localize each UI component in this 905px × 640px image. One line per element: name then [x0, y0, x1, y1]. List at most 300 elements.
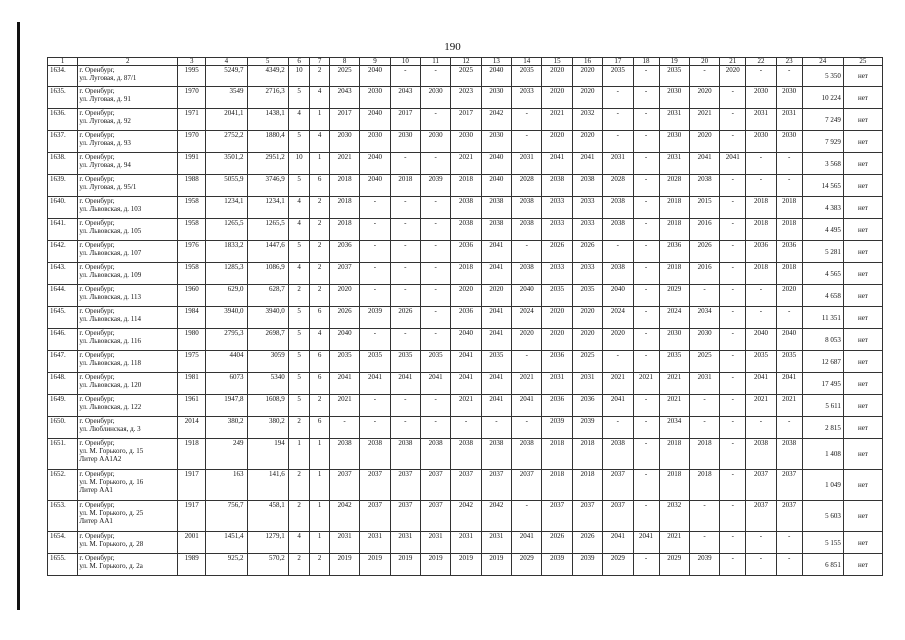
cell-col-7: 1 [310, 532, 330, 554]
cell-col-13: 2041 [481, 395, 511, 417]
address-line: г. Оренбург, [79, 197, 115, 205]
cell-col-10: - [390, 153, 420, 175]
cell-col-22: 2041 [746, 373, 776, 395]
cell-col-24: 4 495 [802, 219, 843, 241]
address-line: г. Оренбург, [79, 109, 115, 117]
cell-col-23: 2040 [776, 329, 802, 351]
address-line: г. Оренбург, [79, 532, 115, 540]
address-line: ул. М. Горького, д. 2а [79, 562, 143, 570]
cell-col-11: - [421, 219, 451, 241]
cell-col-7: 6 [310, 307, 330, 329]
cell-col-11: 2038 [421, 439, 451, 470]
cell-col-17: - [603, 87, 633, 109]
cell-col-8: 2018 [329, 197, 359, 219]
cell-col-4: 756,7 [206, 501, 247, 532]
address-line: г. Оренбург, [79, 285, 115, 293]
row-number: 1648. [48, 373, 78, 395]
cell-col-4: 163 [206, 470, 247, 501]
cell-col-8: 2037 [329, 470, 359, 501]
cell-col-14: - [512, 351, 542, 373]
cell-col-3: 2014 [178, 417, 206, 439]
cell-col-16: 2039 [572, 554, 602, 576]
cell-col-21: - [720, 307, 746, 329]
cell-col-7: 1 [310, 439, 330, 470]
column-number-16: 16 [572, 58, 602, 66]
cell-col-4: 1451,4 [206, 532, 247, 554]
cell-col-14: 2040 [512, 285, 542, 307]
cell-col-23: - [776, 417, 802, 439]
column-number-24: 24 [802, 58, 843, 66]
cell-col-14: 2038 [512, 219, 542, 241]
cell-col-20: - [689, 66, 719, 87]
cell-col-21: - [720, 470, 746, 501]
cell-col-22: 2018 [746, 219, 776, 241]
cell-col-13: 2038 [481, 197, 511, 219]
cell-col-14: 2041 [512, 532, 542, 554]
cell-col-9: - [360, 329, 390, 351]
cell-col-15: 2039 [542, 417, 572, 439]
cell-col-24: 14 565 [802, 175, 843, 197]
cell-col-11: - [421, 417, 451, 439]
cell-col-18: - [633, 470, 659, 501]
cell-col-23: 2037 [776, 501, 802, 532]
address-line: г. Оренбург, [79, 554, 115, 562]
cell-col-9: 2041 [360, 373, 390, 395]
cell-col-18: - [633, 285, 659, 307]
cell-col-24: 4 658 [802, 285, 843, 307]
cell-col-6: 2 [288, 417, 310, 439]
cell-col-24: 3 568 [802, 153, 843, 175]
column-number-10: 10 [390, 58, 420, 66]
cell-col-8: 2040 [329, 329, 359, 351]
column-number-19: 19 [659, 58, 689, 66]
cell-col-17: 2028 [603, 175, 633, 197]
cell-col-12: 2017 [451, 109, 481, 131]
cell-col-18: - [633, 263, 659, 285]
cell-col-14: 2028 [512, 175, 542, 197]
cell-col-24: 12 687 [802, 351, 843, 373]
address-cell [78, 501, 178, 532]
cell-col-16: 2038 [572, 175, 602, 197]
cell-col-24: 10 224 [802, 87, 843, 109]
cell-col-20: 2020 [689, 87, 719, 109]
cell-col-5: 2698,7 [247, 329, 288, 351]
cell-col-4: 6073 [206, 373, 247, 395]
cell-col-7: 2 [310, 285, 330, 307]
cell-col-13: 2041 [481, 241, 511, 263]
cell-col-25: нет [843, 329, 882, 351]
address-line: ул. Луговая, д. 87/1 [79, 74, 137, 82]
cell-col-19: 2021 [659, 532, 689, 554]
address-line: ул. Львовская, д. 113 [79, 293, 142, 301]
address-line: г. Оренбург, [79, 131, 115, 139]
cell-col-3: 1980 [178, 329, 206, 351]
cell-col-11: - [421, 66, 451, 87]
address-cell [78, 109, 178, 131]
address-line: ул. Львовская, д. 122 [79, 403, 142, 411]
address-line: ул. Львовская, д. 120 [79, 381, 142, 389]
cell-col-22: 2018 [746, 263, 776, 285]
column-number-12: 12 [451, 58, 481, 66]
cell-col-14: 2024 [512, 307, 542, 329]
cell-col-12: 2038 [451, 439, 481, 470]
address-line: ул. Луговая, д. 94 [79, 161, 131, 169]
cell-col-18: - [633, 109, 659, 131]
cell-col-6: 2 [288, 470, 310, 501]
column-number-25: 25 [843, 58, 882, 66]
cell-col-8: 2035 [329, 351, 359, 373]
address-line: г. Оренбург, [79, 219, 115, 227]
cell-col-13: 2042 [481, 501, 511, 532]
cell-col-20: 2018 [689, 439, 719, 470]
address-cell [78, 219, 178, 241]
cell-col-20: - [689, 501, 719, 532]
cell-col-9: - [360, 395, 390, 417]
row-number: 1646. [48, 329, 78, 351]
cell-col-11: 2030 [421, 131, 451, 153]
table-row [48, 175, 883, 197]
cell-col-7: 4 [310, 131, 330, 153]
cell-col-12: 2018 [451, 175, 481, 197]
column-number-2: 2 [78, 58, 178, 66]
cell-col-24: 11 351 [802, 307, 843, 329]
cell-col-5: 1880,4 [247, 131, 288, 153]
cell-col-19: 2035 [659, 66, 689, 87]
cell-col-14: 2037 [512, 470, 542, 501]
column-number-18: 18 [633, 58, 659, 66]
cell-col-5: 2951,2 [247, 153, 288, 175]
cell-col-4: 380,2 [206, 417, 247, 439]
cell-col-23: 2036 [776, 241, 802, 263]
cell-col-5: 458,1 [247, 501, 288, 532]
table-row [48, 532, 883, 554]
cell-col-4: 1234,1 [206, 197, 247, 219]
address-line: ул. Львовская, д. 109 [79, 271, 142, 279]
cell-col-13: 2041 [481, 263, 511, 285]
cell-col-19: 2030 [659, 87, 689, 109]
cell-col-14: 2038 [512, 263, 542, 285]
cell-col-25: нет [843, 219, 882, 241]
cell-col-19: 2034 [659, 417, 689, 439]
cell-col-11: - [421, 241, 451, 263]
cell-col-18: - [633, 501, 659, 532]
cell-col-4: 925,2 [206, 554, 247, 576]
cell-col-13: - [481, 417, 511, 439]
cell-col-5: 3059 [247, 351, 288, 373]
cell-col-23: 2018 [776, 197, 802, 219]
cell-col-3: 1918 [178, 439, 206, 470]
cell-col-20: 2039 [689, 554, 719, 576]
cell-col-7: 2 [310, 66, 330, 87]
cell-col-22: - [746, 417, 776, 439]
column-number-9: 9 [360, 58, 390, 66]
cell-col-17: 2040 [603, 285, 633, 307]
cell-col-3: 1976 [178, 241, 206, 263]
address-line: г. Оренбург, [79, 87, 115, 95]
cell-col-13: 2030 [481, 87, 511, 109]
cell-col-15: 2033 [542, 219, 572, 241]
cell-col-5: 1608,9 [247, 395, 288, 417]
cell-col-3: 1984 [178, 307, 206, 329]
cell-col-6: 10 [288, 153, 310, 175]
cell-col-25: нет [843, 373, 882, 395]
address-line: г. Оренбург, [79, 307, 115, 315]
cell-col-24: 7 929 [802, 131, 843, 153]
cell-col-16: 2037 [572, 501, 602, 532]
cell-col-18: - [633, 241, 659, 263]
cell-col-12: 2037 [451, 470, 481, 501]
cell-col-25: нет [843, 263, 882, 285]
cell-col-13: 2035 [481, 351, 511, 373]
cell-col-21: - [720, 175, 746, 197]
cell-col-9: - [360, 241, 390, 263]
address-cell [78, 329, 178, 351]
cell-col-9: 2039 [360, 307, 390, 329]
cell-col-4: 1285,3 [206, 263, 247, 285]
cell-col-19: 2030 [659, 131, 689, 153]
cell-col-24: 17 495 [802, 373, 843, 395]
cell-col-5: 380,2 [247, 417, 288, 439]
cell-col-21: - [720, 351, 746, 373]
cell-col-11: 2039 [421, 175, 451, 197]
cell-col-19: 2024 [659, 307, 689, 329]
cell-col-13: 2031 [481, 532, 511, 554]
cell-col-10: - [390, 395, 420, 417]
cell-col-20: 2018 [689, 470, 719, 501]
address-line: ул. Львовская, д. 114 [79, 315, 142, 323]
row-number: 1635. [48, 87, 78, 109]
cell-col-24: 8 053 [802, 329, 843, 351]
cell-col-4: 3549 [206, 87, 247, 109]
cell-col-7: 4 [310, 329, 330, 351]
cell-col-12: 2038 [451, 197, 481, 219]
cell-col-19: 2029 [659, 554, 689, 576]
row-number: 1643. [48, 263, 78, 285]
cell-col-9: 2019 [360, 554, 390, 576]
cell-col-21: - [720, 131, 746, 153]
cell-col-13: 2030 [481, 131, 511, 153]
cell-col-13: 2019 [481, 554, 511, 576]
cell-col-20: 2016 [689, 263, 719, 285]
address-line: г. Оренбург, [79, 439, 115, 447]
cell-col-23: 2018 [776, 263, 802, 285]
cell-col-9: 2035 [360, 351, 390, 373]
cell-col-25: нет [843, 241, 882, 263]
address-line: г. Оренбург, [79, 66, 115, 74]
cell-col-17: 2024 [603, 307, 633, 329]
cell-col-17: 2035 [603, 66, 633, 87]
cell-col-5: 628,7 [247, 285, 288, 307]
cell-col-15: 2036 [542, 351, 572, 373]
address-line: г. Оренбург, [79, 241, 115, 249]
cell-col-3: 1971 [178, 109, 206, 131]
cell-col-8: - [329, 417, 359, 439]
cell-col-11: 2031 [421, 532, 451, 554]
cell-col-6: 4 [288, 109, 310, 131]
address-cell [78, 263, 178, 285]
cell-col-15: 2035 [542, 285, 572, 307]
address-line: ул. Луговая, д. 93 [79, 139, 131, 147]
cell-col-21: - [720, 439, 746, 470]
cell-col-7: 2 [310, 554, 330, 576]
table-row [48, 153, 883, 175]
cell-col-21: 2041 [720, 153, 746, 175]
cell-col-19: 2030 [659, 329, 689, 351]
cell-col-23: 2041 [776, 373, 802, 395]
cell-col-17: - [603, 241, 633, 263]
cell-col-14: - [512, 131, 542, 153]
column-number-20: 20 [689, 58, 719, 66]
cell-col-10: 2037 [390, 470, 420, 501]
address-line: г. Оренбург, [79, 153, 115, 161]
cell-col-11: - [421, 285, 451, 307]
column-number-11: 11 [421, 58, 451, 66]
cell-col-6: 5 [288, 175, 310, 197]
cell-col-25: нет [843, 554, 882, 576]
cell-col-10: 2019 [390, 554, 420, 576]
column-number-5: 5 [247, 58, 288, 66]
cell-col-25: нет [843, 417, 882, 439]
cell-col-5: 194 [247, 439, 288, 470]
cell-col-21: - [720, 263, 746, 285]
cell-col-9: 2037 [360, 470, 390, 501]
cell-col-13: 2020 [481, 285, 511, 307]
cell-col-17: 2021 [603, 373, 633, 395]
cell-col-8: 2036 [329, 241, 359, 263]
cell-col-25: нет [843, 439, 882, 470]
cell-col-7: 1 [310, 470, 330, 501]
cell-col-3: 1917 [178, 501, 206, 532]
cell-col-9: 2031 [360, 532, 390, 554]
cell-col-14: 2041 [512, 395, 542, 417]
column-number-7: 7 [310, 58, 330, 66]
cell-col-18: - [633, 351, 659, 373]
cell-col-13: 2037 [481, 470, 511, 501]
address-line: Литер АА1 [79, 517, 113, 525]
cell-col-24: 5 603 [802, 501, 843, 532]
cell-col-3: 1917 [178, 470, 206, 501]
cell-col-4: 2041,1 [206, 109, 247, 131]
table-row [48, 285, 883, 307]
cell-col-22: 2018 [746, 197, 776, 219]
cell-col-9: 2040 [360, 175, 390, 197]
cell-col-20: 2016 [689, 219, 719, 241]
cell-col-18: - [633, 417, 659, 439]
cell-col-14: - [512, 241, 542, 263]
cell-col-12: 2036 [451, 307, 481, 329]
cell-col-21: - [720, 329, 746, 351]
cell-col-17: 2037 [603, 501, 633, 532]
cell-col-17: - [603, 131, 633, 153]
row-number: 1639. [48, 175, 78, 197]
cell-col-17: - [603, 417, 633, 439]
cell-col-10: - [390, 285, 420, 307]
cell-col-12: 2041 [451, 373, 481, 395]
cell-col-15: 2039 [542, 554, 572, 576]
cell-col-17: 2029 [603, 554, 633, 576]
cell-col-8: 2019 [329, 554, 359, 576]
cell-col-6: 5 [288, 241, 310, 263]
address-line: Литер АА1 [79, 486, 113, 494]
cell-col-22: 2031 [746, 109, 776, 131]
address-line: ул. Львовская, д. 107 [79, 249, 142, 257]
cell-col-22: 2030 [746, 87, 776, 109]
cell-col-9: 2040 [360, 153, 390, 175]
cell-col-22: - [746, 532, 776, 554]
row-number: 1637. [48, 131, 78, 153]
cell-col-3: 1958 [178, 263, 206, 285]
cell-col-22: - [746, 66, 776, 87]
cell-col-20: 2038 [689, 175, 719, 197]
cell-col-15: 2026 [542, 241, 572, 263]
row-number: 1653. [48, 501, 78, 532]
cell-col-17: 2041 [603, 532, 633, 554]
cell-col-25: нет [843, 351, 882, 373]
cell-col-18: - [633, 197, 659, 219]
cell-col-3: 1991 [178, 153, 206, 175]
cell-col-16: 2039 [572, 417, 602, 439]
cell-col-15: 2020 [542, 307, 572, 329]
cell-col-12: 2042 [451, 501, 481, 532]
cell-col-25: нет [843, 532, 882, 554]
cell-col-11: 2041 [421, 373, 451, 395]
cell-col-16: 2032 [572, 109, 602, 131]
cell-col-8: 2030 [329, 131, 359, 153]
cell-col-8: 2021 [329, 395, 359, 417]
cell-col-25: нет [843, 109, 882, 131]
cell-col-9: 2040 [360, 109, 390, 131]
cell-col-16: 2018 [572, 439, 602, 470]
cell-col-11: - [421, 329, 451, 351]
cell-col-18: - [633, 219, 659, 241]
cell-col-22: 2037 [746, 470, 776, 501]
row-number: 1651. [48, 439, 78, 470]
cell-col-7: 2 [310, 219, 330, 241]
cell-col-9: - [360, 219, 390, 241]
address-line: г. Оренбург, [79, 175, 115, 183]
cell-col-8: 2025 [329, 66, 359, 87]
cell-col-22: 2035 [746, 351, 776, 373]
cell-col-9: 2030 [360, 131, 390, 153]
address-line: ул. Львовская, д. 116 [79, 337, 142, 345]
cell-col-14: - [512, 417, 542, 439]
address-cell [78, 395, 178, 417]
cell-col-21: - [720, 532, 746, 554]
cell-col-12: 2031 [451, 532, 481, 554]
cell-col-10: 2041 [390, 373, 420, 395]
address-cell [78, 153, 178, 175]
cell-col-23: - [776, 175, 802, 197]
table-row [48, 439, 883, 470]
cell-col-18: 2041 [633, 532, 659, 554]
cell-col-10: 2043 [390, 87, 420, 109]
cell-col-15: 2021 [542, 109, 572, 131]
cell-col-18: - [633, 329, 659, 351]
cell-col-13: 2040 [481, 66, 511, 87]
cell-col-15: 2038 [542, 175, 572, 197]
cell-col-11: - [421, 395, 451, 417]
column-number-23: 23 [776, 58, 802, 66]
address-line: ул. М. Горького, д. 25 [79, 509, 144, 517]
cell-col-23: 2020 [776, 285, 802, 307]
row-number: 1655. [48, 554, 78, 576]
cell-col-17: - [603, 109, 633, 131]
cell-col-5: 1279,1 [247, 532, 288, 554]
cell-col-19: 2032 [659, 501, 689, 532]
cell-col-14: 2033 [512, 87, 542, 109]
cell-col-22: 2036 [746, 241, 776, 263]
column-number-17: 17 [603, 58, 633, 66]
